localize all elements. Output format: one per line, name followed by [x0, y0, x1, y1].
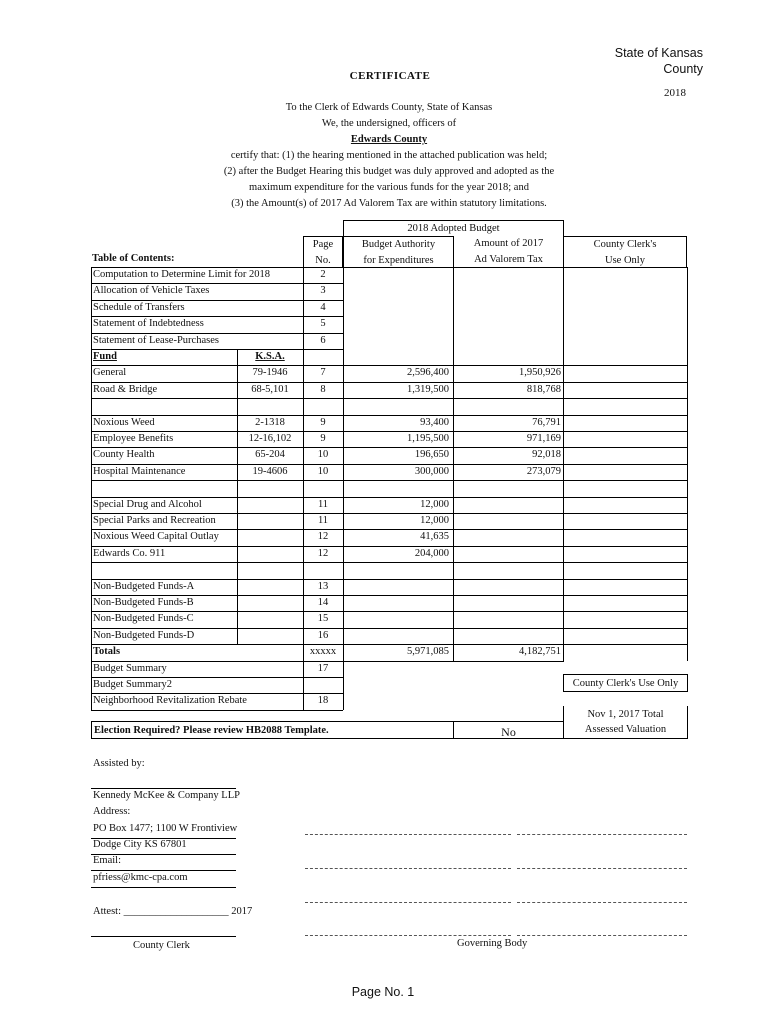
fund-row-ad-valorem: [453, 628, 563, 644]
page-no-heading: Page No.: [303, 236, 343, 267]
ksa-heading: K.S.A.: [255, 351, 285, 362]
intro-line-4: (2) after the Budget Hearing this budget was duly approved and adopted as the: [223, 166, 555, 177]
fund-row-budget-authority: 12,000: [420, 515, 449, 526]
totals-label: Totals: [93, 646, 121, 658]
fund-row-label: Hospital Maintenance: [93, 465, 186, 477]
fund-row-ksa: [237, 513, 303, 529]
fund-row-ksa: 68-5,101: [251, 383, 289, 395]
toc-item-label: Allocation of Vehicle Taxes: [93, 285, 210, 297]
fund-row-ksa: 65-204: [255, 449, 285, 461]
county-name: Edwards County: [350, 134, 428, 145]
email-value: pfriess@kmc-cpa.com: [93, 872, 188, 883]
valuation-line-2: Assessed Valuation: [584, 724, 667, 735]
fund-row-budget-authority: [343, 579, 453, 595]
email-divider: [91, 870, 236, 871]
fund-row-page: [303, 398, 343, 414]
fund-row-ad-valorem: [453, 546, 563, 562]
fund-row-budget-authority: [343, 595, 453, 611]
fund-row-label: Non-Budgeted Funds-B: [93, 597, 194, 608]
fund-row-budget-authority: 12,000: [420, 498, 449, 510]
fund-row-page: [303, 562, 343, 578]
authority-column-right: [453, 267, 454, 661]
fund-row-ad-valorem: [453, 595, 563, 611]
toc-item-label: Statement of Indebtedness: [93, 318, 204, 330]
page-number: Page No. 1: [351, 985, 415, 999]
fund-row-ksa: [237, 480, 303, 496]
fund-row-ad-valorem: 818,768: [526, 383, 561, 395]
county-clerk-heading: County Clerk's Use Only: [563, 236, 687, 267]
certificate-title: CERTIFICATE: [349, 70, 431, 82]
adopted-budget-heading: 2018 Adopted Budget: [343, 220, 564, 236]
tax-column-right: [563, 267, 564, 661]
governing-signature-line[interactable]: [305, 868, 511, 869]
governing-signature-line[interactable]: [305, 935, 511, 936]
fund-row-budget-authority: [343, 611, 453, 627]
fund-row-ksa: 12-16,102: [248, 433, 292, 444]
fund-row-page: 9: [320, 416, 326, 428]
summary-item-label: Budget Summary2: [93, 679, 173, 690]
fund-row-ksa: [237, 497, 303, 513]
page-column-divider: [303, 267, 304, 710]
fund-row-budget-authority: 300,000: [414, 465, 449, 477]
governing-signature-line[interactable]: [305, 834, 511, 835]
fund-row-label: Non-Budgeted Funds-D: [93, 629, 195, 641]
fund-row-budget-authority: 93,400: [420, 416, 449, 428]
fund-row-page: 14: [317, 597, 329, 608]
fund-row-page: 12: [317, 547, 329, 559]
summary-item-label: Budget Summary: [93, 662, 167, 674]
fund-row-ad-valorem: [453, 480, 563, 496]
governing-signature-line[interactable]: [517, 902, 687, 903]
fund-row-label: Non-Budgeted Funds-C: [93, 613, 194, 625]
fund-row-label: [92, 480, 237, 496]
fund-row-ksa: 79-1946: [252, 367, 288, 379]
fund-row-ad-valorem: [453, 497, 563, 513]
summary-item-page: 17: [317, 662, 329, 674]
fund-row-ad-valorem: [453, 562, 563, 578]
summary-item-page: 18: [317, 695, 329, 707]
fund-row-ksa: [237, 611, 303, 627]
fund-heading: Fund: [93, 351, 117, 362]
ksa-column-divider: [237, 349, 238, 644]
fund-row-ksa: [237, 579, 303, 595]
fund-row-budget-authority: 204,000: [414, 547, 449, 559]
fund-row-page: 13: [317, 580, 329, 592]
governing-signature-line[interactable]: [517, 868, 687, 869]
fund-row-label: Noxious Weed Capital Outlay: [93, 531, 219, 543]
fund-row-budget-authority: [343, 398, 453, 414]
budget-year: 2018: [664, 87, 686, 99]
fund-row-budget-authority: 41,635: [420, 531, 449, 543]
fund-row-label: Special Drug and Alcohol: [93, 498, 202, 510]
fund-row-ad-valorem: 92,018: [532, 449, 561, 461]
address-line-1: PO Box 1477; 1100 W Frontiview: [93, 823, 238, 834]
fund-row-budget-authority: 1,195,500: [407, 433, 449, 444]
intro-line-3: certify that: (1) the hearing mentioned in the attached publication was held;: [230, 150, 548, 161]
fund-row-ksa: [237, 546, 303, 562]
intro-line-6: (3) the Amount(s) of 2017 Ad Valorem Tax are within statutory limitations.: [231, 198, 547, 209]
fund-row-page: 16: [317, 629, 329, 641]
fund-row-ksa: [237, 595, 303, 611]
fund-row-ksa: 19-4606: [252, 465, 288, 477]
budget-authority-heading: Budget Authority for Expenditures: [343, 236, 454, 267]
fund-row-budget-authority: [343, 480, 453, 496]
fund-row-label: [92, 398, 237, 414]
fund-row-label: Edwards Co. 911: [93, 547, 166, 559]
intro-line-5: maximum expenditure for the various funds for the year 2018; and: [249, 182, 529, 193]
totals-page: xxxxx: [309, 646, 337, 658]
fund-row-ksa: [237, 398, 303, 414]
address-label: Address:: [93, 806, 131, 817]
fund-row-page: 8: [320, 383, 326, 395]
fund-row-page: 9: [320, 433, 326, 444]
email-underline: [91, 887, 236, 888]
fund-row-label: General: [93, 367, 127, 379]
county-clerk-caption: County Clerk: [133, 940, 190, 951]
assessed-valuation-box: [563, 706, 688, 739]
fund-row-ad-valorem: [453, 398, 563, 414]
fund-row-page: 10: [317, 465, 329, 477]
fund-row-budget-authority: [343, 562, 453, 578]
valuation-line-1: Nov 1, 2017 Total: [587, 709, 664, 720]
assisted-by-label: Assisted by:: [93, 758, 145, 769]
fund-row-ad-valorem: 273,079: [526, 465, 561, 477]
fund-row-label: Road & Bridge: [93, 383, 158, 395]
assisted-signature-line: [91, 788, 236, 789]
fund-row-label: County Health: [93, 449, 155, 461]
fund-row-label: Special Parks and Recreation: [93, 515, 216, 526]
fund-row-budget-authority: 1,319,500: [407, 383, 449, 395]
fund-row-label: [92, 562, 237, 578]
fund-row-label: Noxious Weed: [93, 416, 155, 428]
summary-item-page: [303, 677, 343, 693]
ad-valorem-heading: Amount of 2017 Ad Valorem Tax: [453, 236, 564, 267]
fund-row-budget-authority: 2,596,400: [407, 367, 449, 379]
toc-item-page: 5: [320, 318, 326, 330]
fund-row-page: 11: [317, 498, 329, 510]
governing-signature-line[interactable]: [517, 834, 687, 835]
governing-signature-line[interactable]: [305, 902, 511, 903]
intro-line-2: We, the undersigned, officers of: [321, 118, 457, 129]
county-label: County: [663, 62, 703, 76]
fund-row-ksa: [237, 562, 303, 578]
row-divider: [91, 710, 343, 711]
fund-row-label: Employee Benefits: [93, 433, 174, 444]
toc-item-page: 4: [320, 301, 326, 313]
fund-row-ad-valorem: 1,950,926: [519, 367, 561, 379]
county-clerk-signature-line[interactable]: [91, 936, 236, 937]
governing-signature-line[interactable]: [517, 935, 687, 936]
fund-row-page: 12: [317, 531, 329, 543]
fund-row-page: 15: [317, 613, 329, 625]
table-left-border: [91, 267, 92, 710]
fund-row-ad-valorem: [453, 579, 563, 595]
fund-row-budget-authority: [343, 628, 453, 644]
fund-row-page: 7: [320, 367, 326, 379]
toc-item-label: Statement of Lease-Purchases: [93, 334, 219, 346]
fund-row-page: [303, 480, 343, 496]
fund-row-ad-valorem: [453, 513, 563, 529]
intro-line-1: To the Clerk of Edwards County, State of Kansas: [285, 102, 493, 113]
totals-budget-authority: 5,971,085: [407, 646, 449, 658]
fund-row-budget-authority: 196,650: [414, 449, 449, 461]
address-line-2: Dodge City KS 67801: [93, 839, 187, 850]
toc-item-page: 3: [320, 285, 326, 297]
state-name: State of Kansas: [614, 46, 703, 60]
table-right-border: [687, 267, 688, 661]
toc-item-label: Computation to Determine Limit for 2018: [93, 269, 271, 280]
fund-row-ad-valorem: 76,791: [532, 416, 561, 428]
county-clerk-use-only-box: County Clerk's Use Only: [563, 674, 688, 692]
fund-row-label: Non-Budgeted Funds-A: [93, 580, 195, 592]
toc-item-page: 2: [320, 269, 326, 280]
firm-name: Kennedy McKee & Company LLP: [93, 790, 240, 801]
fund-row-ksa: 2-1318: [255, 416, 285, 428]
election-required-value: No: [453, 721, 564, 739]
fund-row-ksa: [237, 628, 303, 644]
page-column-right: [343, 267, 344, 710]
table-of-contents-label: Table of Contents:: [92, 253, 175, 264]
email-label: Email:: [93, 855, 121, 866]
fund-row-ad-valorem: 971,169: [526, 433, 561, 444]
totals-ad-valorem: 4,182,751: [519, 646, 561, 658]
fund-row-ad-valorem: [453, 611, 563, 627]
toc-item-label: Schedule of Transfers: [93, 301, 185, 313]
fund-row-page: 11: [317, 515, 329, 526]
fund-row-ksa: [237, 529, 303, 545]
fund-row-ad-valorem: [453, 529, 563, 545]
election-required-label: Election Required? Please review HB2088 Template.: [91, 721, 454, 739]
fund-row-page: 10: [317, 449, 329, 461]
governing-body-caption: Governing Body: [457, 938, 528, 949]
summary-item-label: Neighborhood Revitalization Rebate: [93, 695, 247, 707]
toc-item-page: 6: [320, 334, 326, 346]
attest-label: Attest: ____________________ 2017: [93, 906, 253, 917]
